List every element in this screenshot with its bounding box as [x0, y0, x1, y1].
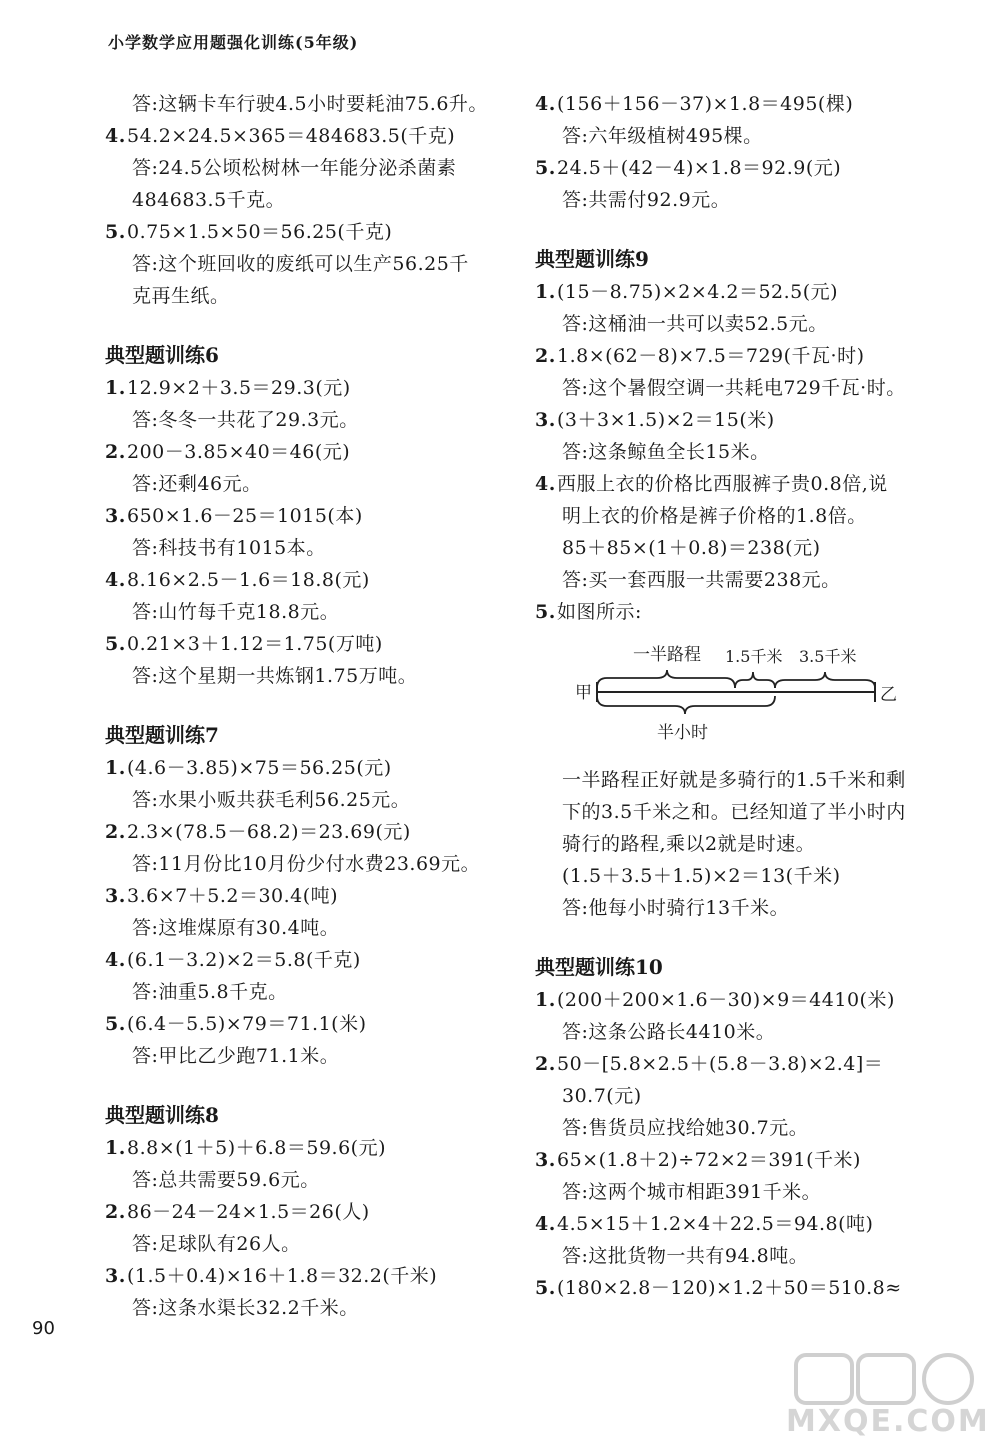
brace-3-5km: [775, 672, 875, 688]
item-number: 5.: [105, 1013, 126, 1035]
item-equation: (3＋3×1.5)×2＝15(米): [557, 409, 775, 431]
section-heading: 典型题训练7: [105, 723, 219, 747]
left-item: [105, 564, 525, 596]
left-item: [105, 880, 525, 912]
item-equation: 2.3×(78.5－68.2)＝23.69(元): [127, 821, 411, 843]
right-answer-line: 下的3.5千米之和。已经知道了半小时内: [562, 801, 906, 823]
right-column-top: [535, 88, 955, 628]
item-number: 5.: [535, 601, 556, 623]
left-item: [105, 436, 525, 468]
item-number: 2.: [105, 1201, 126, 1223]
item-equation: (4.6－3.85)×75＝56.25(元): [127, 757, 392, 779]
item-number: 4.: [535, 1213, 556, 1235]
item-equation: (1.5＋0.4)×16＋1.8＝32.2(千米): [127, 1265, 438, 1287]
item-equation: 650×1.6－25＝1015(本): [127, 505, 363, 527]
item-number: 3.: [535, 1149, 556, 1171]
item-equation: 0.21×3＋1.12＝1.75(万吨): [127, 633, 383, 655]
item-number: 3.: [105, 505, 126, 527]
item-number: 1.: [105, 377, 126, 399]
left-item: [105, 752, 525, 784]
item-number: 4.: [105, 569, 126, 591]
left-item: [105, 628, 525, 660]
item-number: 1.: [535, 281, 556, 303]
left-item: [105, 120, 525, 152]
left-answer-line: 答:山竹每千克18.8元。: [132, 601, 340, 623]
route-diagram-svg: [535, 638, 955, 758]
right-column-bottom: [535, 764, 955, 1304]
item-equation: (6.1－3.2)×2＝5.8(千克): [127, 949, 361, 971]
item-number: 3.: [105, 1265, 126, 1287]
left-answer-line: 答:足球队有26人。: [132, 1233, 301, 1255]
watermark-stamp-icon: [786, 1349, 986, 1409]
item-equation: (156＋156－37)×1.8＝495(棵): [557, 93, 854, 115]
item-equation: (15－8.75)×2×4.2＝52.5(元): [557, 281, 839, 303]
item-number: 5.: [535, 157, 556, 179]
right-item: [535, 1048, 955, 1080]
right-item: [535, 276, 955, 308]
right-answer-line: 答:这桶油一共可以卖52.5元。: [562, 313, 828, 335]
item-number: 3.: [105, 885, 126, 907]
left-answer-line: 答:还剩46元。: [132, 473, 262, 495]
right-item: [535, 1144, 955, 1176]
label-end-yi: 乙: [880, 685, 897, 705]
left-item: [105, 944, 525, 976]
watermark-logo: [786, 1349, 990, 1439]
label-start-jia: 甲: [575, 683, 592, 703]
item-number: 1.: [105, 1137, 126, 1159]
right-answer-line: 答:这批货物一共有94.8吨。: [562, 1245, 809, 1267]
left-answer-line: 答:这辆卡车行驶4.5小时要耗油75.6升。: [132, 93, 488, 115]
right-answer-line: 骑行的路程,乘以2就是时速。: [562, 833, 816, 855]
section-heading: 典型题训练6: [105, 343, 219, 367]
route-diagram: [535, 638, 955, 758]
item-number: 4.: [105, 949, 126, 971]
page-header: 小学数学应用题强化训练(5年级): [108, 33, 359, 52]
brace-half-hour: [597, 696, 775, 714]
right-answer-line: (1.5＋3.5＋1.5)×2＝13(千米): [562, 865, 841, 887]
right-item: [535, 984, 955, 1016]
page-number: 90: [32, 1318, 55, 1339]
item-equation: 0.75×1.5×50＝56.25(千克): [127, 221, 393, 243]
label-1-5km: 1.5千米: [725, 647, 783, 666]
item-equation: 12.9×2＋3.5＝29.3(元): [127, 377, 351, 399]
right-answer-line: 答:售货员应找给她30.7元。: [562, 1117, 809, 1139]
left-answer-line: 答:这个班回收的废纸可以生产56.25千: [132, 253, 469, 275]
item-number: 1.: [105, 757, 126, 779]
item-equation: (200＋200×1.6－30)×9＝4410(米): [557, 989, 895, 1011]
left-column: [105, 88, 525, 1324]
item-equation: 如图所示:: [557, 601, 642, 623]
watermark-text: MXQE.COM: [786, 1404, 990, 1439]
right-item: [535, 1272, 955, 1304]
left-item: [105, 216, 525, 248]
item-number: 2.: [105, 821, 126, 843]
item-number: 2.: [535, 1053, 556, 1075]
item-equation: 65×(1.8＋2)÷72×2＝391(千米): [557, 1149, 861, 1171]
item-equation: 200－3.85×40＝46(元): [127, 441, 351, 463]
left-answer-line: 答:24.5公顷松树林一年能分泌杀菌素: [132, 157, 457, 179]
right-column: [535, 88, 955, 1304]
item-number: 4.: [535, 93, 556, 115]
left-item: [105, 1260, 525, 1292]
item-equation: 24.5＋(42－4)×1.8＝92.9(元): [557, 157, 842, 179]
right-answer-line: 答:这两个城市相距391千米。: [562, 1181, 822, 1203]
item-number: 5.: [105, 221, 126, 243]
item-number: 5.: [105, 633, 126, 655]
right-answer-line: 85＋85×(1＋0.8)＝238(元): [562, 537, 821, 559]
left-answer-line: 答:油重5.8千克。: [132, 981, 288, 1003]
left-item: [105, 500, 525, 532]
label-half-route: 一半路程: [633, 645, 701, 665]
item-number: 2.: [105, 441, 126, 463]
right-item: [535, 404, 955, 436]
right-answer-line: 明上衣的价格是裤子价格的1.8倍。: [562, 505, 867, 527]
item-number: 5.: [535, 1277, 556, 1299]
left-item: [105, 372, 525, 404]
right-answer-line: 答:他每小时骑行13千米。: [562, 897, 790, 919]
left-answer-line: 答:冬冬一共花了29.3元。: [132, 409, 359, 431]
left-answer-line: 克再生纸。: [132, 285, 230, 307]
right-item: [535, 596, 955, 628]
right-item: [535, 468, 955, 500]
left-answer-line: 答:这个星期一共炼钢1.75万吨。: [132, 665, 418, 687]
item-number: 1.: [535, 989, 556, 1011]
left-answer-line: 答:这条水渠长32.2千米。: [132, 1297, 359, 1319]
left-item: [105, 1132, 525, 1164]
label-3-5km: 3.5千米: [799, 647, 857, 666]
item-equation: 8.16×2.5－1.6＝18.8(元): [127, 569, 370, 591]
right-answer-line: 答:六年级植树495棵。: [562, 125, 763, 147]
item-number: 4.: [535, 473, 556, 495]
item-equation: 86－24－24×1.5＝26(人): [127, 1201, 370, 1223]
left-answer-line: 答:甲比乙少跑71.1米。: [132, 1045, 340, 1067]
right-item: [535, 1208, 955, 1240]
item-equation: 4.5×15＋1.2×4＋22.5＝94.8(吨): [557, 1213, 874, 1235]
left-item: [105, 1008, 525, 1040]
section-heading: 典型题训练9: [535, 247, 649, 271]
right-answer-line: 30.7(元): [562, 1085, 642, 1107]
item-number: 2.: [535, 345, 556, 367]
left-item: [105, 816, 525, 848]
item-equation: 3.6×7＋5.2＝30.4(吨): [127, 885, 339, 907]
right-answer-line: 答:这条鲸鱼全长15米。: [562, 441, 770, 463]
item-equation: 54.2×24.5×365＝484683.5(千克): [127, 125, 456, 147]
left-answer-line: 答:11月份比10月份少付水费23.69元。: [132, 853, 481, 875]
item-number: 4.: [105, 125, 126, 147]
right-item: [535, 340, 955, 372]
item-number: 3.: [535, 409, 556, 431]
item-equation: 西服上衣的价格比西服裤子贵0.8倍,说: [557, 473, 888, 495]
left-answer-line: 答:科技书有1015本。: [132, 537, 326, 559]
brace-half-route: [597, 670, 735, 688]
right-answer-line: 一半路程正好就是多骑行的1.5千米和剩: [562, 769, 906, 791]
right-item: [535, 88, 955, 120]
right-answer-line: 答:买一套西服一共需要238元。: [562, 569, 841, 591]
left-answer-line: 答:总共需要59.6元。: [132, 1169, 320, 1191]
left-answer-line: 答:这堆煤原有30.4吨。: [132, 917, 340, 939]
item-equation: (6.4－5.5)×79＝71.1(米): [127, 1013, 367, 1035]
item-equation: (180×2.8－120)×1.2＋50＝510.8≈: [557, 1277, 902, 1299]
item-equation: 8.8×(1＋5)＋6.8＝59.6(元): [127, 1137, 386, 1159]
left-answer-line: 答:水果小贩共获毛利56.25元。: [132, 789, 411, 811]
right-item: [535, 152, 955, 184]
brace-1-5km: [735, 672, 775, 688]
item-equation: 50－[5.8×2.5＋(5.8－3.8)×2.4]＝: [557, 1053, 884, 1075]
section-heading: 典型题训练10: [535, 955, 663, 979]
left-answer-line: 484683.5千克。: [132, 189, 286, 211]
section-heading: 典型题训练8: [105, 1103, 219, 1127]
label-half-hour: 半小时: [657, 723, 708, 743]
right-answer-line: 答:共需付92.9元。: [562, 189, 731, 211]
left-item: [105, 1196, 525, 1228]
item-equation: 1.8×(62－8)×7.5＝729(千瓦·时): [557, 345, 865, 367]
right-answer-line: 答:这条公路长4410米。: [562, 1021, 776, 1043]
right-answer-line: 答:这个暑假空调一共耗电729千瓦·时。: [562, 377, 906, 399]
